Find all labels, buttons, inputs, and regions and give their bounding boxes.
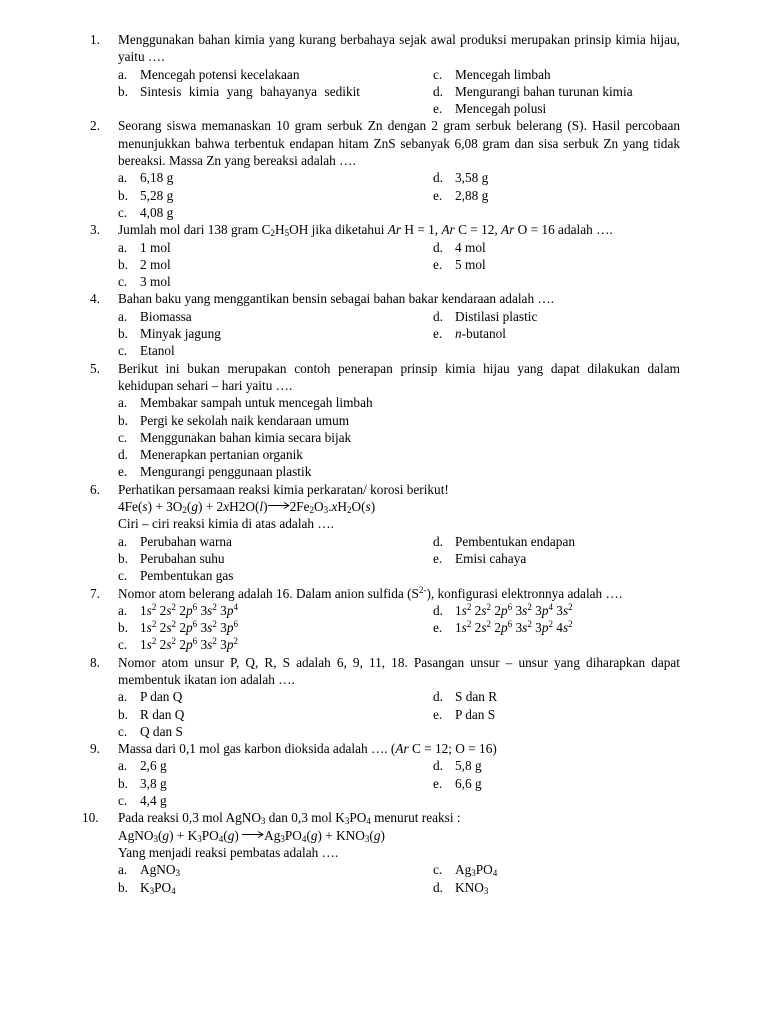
option-text: S dan R bbox=[455, 689, 498, 705]
option-text: 3,8 g bbox=[140, 775, 167, 791]
option-letter: c. bbox=[118, 343, 128, 359]
option-letter: e. bbox=[433, 326, 443, 342]
option-letter: d. bbox=[433, 83, 443, 99]
option-letter: e. bbox=[433, 256, 443, 272]
question-number: 7. bbox=[90, 585, 100, 601]
option-letter: d. bbox=[433, 170, 443, 186]
option-e[interactable] bbox=[433, 187, 680, 204]
option-b[interactable] bbox=[118, 83, 433, 118]
question-text: Bahan baku yang menggantikan bensin sebagai bahan bakar kendaraan adalah …. bbox=[118, 291, 555, 307]
question-10 bbox=[82, 809, 680, 896]
options bbox=[118, 394, 680, 480]
question-number: 10. bbox=[82, 810, 99, 826]
question-text: Pada reaksi 0,3 mol AgNO$_3$ dan 0,3 mol $K_3PO_4$ menurut reaksi : bbox=[118, 810, 461, 827]
option-text: Sintesis kimia yang bahayanya sedikit bbox=[140, 83, 360, 99]
chemical-formula: $K_3PO_4$ bbox=[140, 879, 176, 896]
option-letter: e. bbox=[118, 464, 128, 480]
question-subtext: Yang menjadi reaksi pembatas adalah …. bbox=[118, 844, 339, 860]
option-text: 3,58 g bbox=[455, 170, 489, 186]
option-d[interactable] bbox=[433, 533, 680, 550]
option-letter: e. bbox=[433, 550, 443, 566]
question-2 bbox=[90, 117, 680, 221]
option-a[interactable] bbox=[118, 861, 433, 878]
question-text: Nomor atom unsur P, Q, R, S adalah 6, 9, 11, 18. Pasangan unsur – unsur yang diharapkan dapat membentuk ikatan ion adalah …. bbox=[118, 654, 680, 687]
option-c[interactable] bbox=[118, 273, 680, 290]
option-e[interactable] bbox=[433, 706, 680, 723]
option-text: 4 mol bbox=[455, 239, 486, 255]
option-letter: d. bbox=[433, 308, 443, 324]
option-a[interactable] bbox=[118, 394, 680, 411]
option-text: 4,08 g bbox=[140, 204, 174, 220]
option-letter: a. bbox=[118, 602, 128, 618]
option-letter: c. bbox=[433, 862, 443, 878]
option-text-italic: n bbox=[455, 326, 462, 342]
option-letter: c. bbox=[118, 204, 128, 220]
option-letter: d. bbox=[433, 602, 443, 618]
option-letter: e. bbox=[433, 101, 443, 117]
option-text: Distilasi plastic bbox=[455, 308, 538, 324]
option-letter: d. bbox=[433, 239, 443, 255]
option-text: Pergi ke sekolah naik kendaraan umum bbox=[140, 412, 350, 428]
option-d[interactable] bbox=[433, 879, 680, 896]
option-letter: b. bbox=[118, 412, 128, 428]
option-c[interactable] bbox=[433, 861, 680, 878]
option-e[interactable] bbox=[433, 325, 680, 342]
option-text: 2,88 g bbox=[455, 187, 489, 203]
option-a[interactable] bbox=[118, 169, 433, 186]
option-b[interactable] bbox=[118, 550, 433, 567]
option-letter: a. bbox=[118, 170, 128, 186]
option-letter: a. bbox=[118, 308, 128, 324]
option-c[interactable] bbox=[118, 342, 680, 359]
option-text: 5 mol bbox=[455, 256, 486, 272]
option-a[interactable] bbox=[118, 66, 433, 83]
question-number: 8. bbox=[90, 654, 100, 670]
options bbox=[118, 688, 680, 740]
question-text: Perhatikan persamaan reaksi kimia perkaratan/ korosi berikut! bbox=[118, 481, 449, 497]
option-text: Minyak jagung bbox=[140, 326, 221, 342]
option-c[interactable] bbox=[433, 66, 680, 83]
reaction-arrow-icon bbox=[268, 501, 290, 510]
options bbox=[118, 602, 680, 654]
question-5 bbox=[90, 360, 680, 481]
option-e[interactable] bbox=[433, 775, 680, 792]
reaction-arrow-icon bbox=[242, 830, 264, 839]
option-a[interactable] bbox=[118, 602, 433, 619]
question-number: 4. bbox=[90, 291, 100, 307]
chemical-formula: $Ag_3PO_4$ bbox=[455, 862, 498, 879]
option-d[interactable] bbox=[433, 602, 680, 619]
option-letter: a. bbox=[118, 239, 128, 255]
option-c[interactable] bbox=[118, 636, 680, 653]
option-text: Etanol bbox=[140, 343, 175, 359]
option-d[interactable] bbox=[433, 757, 680, 774]
option-letter: a. bbox=[118, 533, 128, 549]
question-number: 3. bbox=[90, 222, 100, 238]
option-letter: b. bbox=[118, 256, 128, 272]
reaction-equation: $4Fe(s) + 3O_2(g) + 2xH2O(l)$ $2Fe_2O_3.xH_2O(s)$ bbox=[118, 499, 376, 516]
option-c[interactable] bbox=[118, 723, 680, 740]
option-text: Menerapkan pertanian organik bbox=[140, 447, 303, 463]
option-b[interactable] bbox=[118, 706, 433, 723]
option-letter: b. bbox=[118, 187, 128, 203]
option-text: 6,18 g bbox=[140, 170, 174, 186]
option-letter: b. bbox=[118, 879, 128, 895]
option-letter: b. bbox=[118, 326, 128, 342]
option-letter: c. bbox=[118, 568, 128, 584]
option-text: Biomassa bbox=[140, 308, 192, 324]
option-letter: a. bbox=[118, 66, 128, 82]
question-1 bbox=[90, 31, 680, 117]
options bbox=[118, 757, 680, 809]
option-b[interactable] bbox=[118, 412, 680, 429]
options bbox=[118, 533, 680, 585]
option-text: Emisi cahaya bbox=[455, 550, 527, 566]
option-text: Mencegah limbah bbox=[455, 66, 551, 82]
option-text: Mencegah potensi kecelakaan bbox=[140, 66, 300, 82]
chemical-formula: AgNO$_3$ bbox=[140, 862, 180, 879]
option-letter: c. bbox=[118, 723, 128, 739]
option-c[interactable] bbox=[118, 204, 680, 221]
options bbox=[118, 308, 680, 360]
electron-configuration: $1s^2$ $2s^2$ $2p^6$ $3s^2$ $3p^2$ $4s^2$ bbox=[455, 619, 573, 636]
question-number: 5. bbox=[90, 360, 100, 376]
option-letter: b. bbox=[118, 550, 128, 566]
option-letter: e. bbox=[433, 620, 443, 636]
option-a[interactable] bbox=[118, 757, 433, 774]
question-4 bbox=[90, 290, 680, 359]
question-text: Massa dari 0,1 mol gas karbon dioksida adalah …. (Ar C = 12; O = 16) bbox=[118, 741, 497, 757]
option-text: 5,8 g bbox=[455, 758, 482, 774]
option-a[interactable] bbox=[118, 688, 433, 705]
option-c[interactable] bbox=[118, 567, 680, 584]
options bbox=[118, 169, 680, 221]
option-c[interactable] bbox=[118, 792, 680, 809]
options bbox=[118, 66, 680, 118]
option-b[interactable] bbox=[118, 256, 433, 273]
option-letter: e. bbox=[433, 706, 443, 722]
option-letter: b. bbox=[118, 706, 128, 722]
option-d[interactable] bbox=[433, 83, 680, 100]
question-text: Jumlah mol dari 138 gram $C_2H_5OH$ jika diketahui Ar H = 1, Ar C = 12, Ar O = 16 adalah …. bbox=[118, 222, 613, 239]
option-text: Membakar sampah untuk mencegah limbah bbox=[140, 395, 373, 411]
option-text: Perubahan warna bbox=[140, 533, 232, 549]
option-e[interactable] bbox=[433, 256, 680, 273]
option-d[interactable] bbox=[118, 446, 680, 463]
option-letter: e. bbox=[433, 775, 443, 791]
question-9 bbox=[90, 740, 680, 809]
option-text: Pembentukan gas bbox=[140, 568, 234, 584]
option-c[interactable] bbox=[118, 429, 680, 446]
option-b[interactable] bbox=[118, 619, 433, 636]
electron-configuration: $1s^2$ $2s^2$ $2p^6$ $3s^2$ $3p^6$ bbox=[140, 619, 238, 636]
option-text: Q dan S bbox=[140, 723, 183, 739]
option-text: Perubahan suhu bbox=[140, 550, 225, 566]
option-b[interactable] bbox=[118, 187, 433, 204]
question-7 bbox=[90, 585, 680, 654]
question-number: 9. bbox=[90, 741, 100, 757]
option-text: 6,6 g bbox=[455, 775, 482, 791]
option-text: Mengurangi bahan turunan kimia bbox=[455, 83, 633, 99]
question-3 bbox=[90, 221, 680, 290]
option-a[interactable] bbox=[118, 239, 433, 256]
question-text: Seorang siswa memanaskan 10 gram serbuk Zn dengan 2 gram serbuk belerang (S). Hasil percobaan menunjukkan bahwa terbentuk endapan hitam ZnS sebanyak 6,08 gram dan sisa serbuk Zn yang tidak bereaksi. Massa Zn yang bereaksi adalah …. bbox=[118, 118, 680, 169]
options bbox=[118, 861, 680, 896]
option-b[interactable] bbox=[118, 325, 433, 342]
option-letter: d. bbox=[433, 758, 443, 774]
question-number: 6. bbox=[90, 481, 100, 497]
option-letter: c. bbox=[118, 793, 128, 809]
option-text: Menggunakan bahan kimia secara bijak bbox=[140, 429, 352, 445]
option-letter: c. bbox=[118, 274, 128, 290]
electron-configuration: $1s^2$ $2s^2$ $2p^6$ $3s^2$ $3p^2$ bbox=[140, 636, 238, 653]
reaction-equation: AgNO$_3$(g) + $K_3PO_4(g) Ag_3PO_4(g) + KNO_3(g)$ bbox=[118, 827, 385, 844]
electron-configuration: $1s^2$ $2s^2$ $2p^6$ $3s^2$ $3p^4$ bbox=[140, 601, 238, 618]
option-d[interactable] bbox=[433, 688, 680, 705]
option-b[interactable] bbox=[118, 775, 433, 792]
option-text: 4,4 g bbox=[140, 793, 167, 809]
option-e[interactable] bbox=[433, 100, 680, 117]
option-text: 3 mol bbox=[140, 274, 171, 290]
question-number: 1. bbox=[90, 32, 100, 47]
option-letter: a. bbox=[118, 689, 128, 705]
options bbox=[118, 239, 680, 291]
option-letter: d. bbox=[433, 879, 443, 895]
option-letter: d. bbox=[433, 533, 443, 549]
option-letter: d. bbox=[433, 689, 443, 705]
question-8 bbox=[90, 654, 680, 740]
option-text: 5,28 g bbox=[140, 187, 174, 203]
question-subtext: Ciri – ciri reaksi kimia di atas adalah …. bbox=[118, 516, 335, 532]
option-letter: a. bbox=[118, 395, 128, 411]
question-text: Menggunakan bahan kimia yang kurang berbahaya sejak awal produksi merupakan prinsip kimia hijau, yaitu …. bbox=[118, 32, 680, 65]
option-letter: c. bbox=[118, 637, 128, 653]
option-letter: c. bbox=[433, 66, 443, 82]
option-text: R dan Q bbox=[140, 706, 185, 722]
option-text: Mencegah polusi bbox=[455, 101, 547, 117]
option-e[interactable] bbox=[433, 619, 680, 636]
electron-configuration: $1s^2$ $2s^2$ $2p^6$ $3s^2$ $3p^4$ $3s^2$ bbox=[455, 601, 573, 618]
chemical-formula: $KNO_3$ bbox=[455, 879, 489, 896]
option-letter: b. bbox=[118, 775, 128, 791]
option-text: Mengurangi penggunaan plastik bbox=[140, 464, 312, 480]
question-text: Nomor atom belerang adalah 16. Dalam anion sulfida $(S^{2-})$, konfigurasi elektronnya adalah …. bbox=[118, 584, 623, 601]
option-e[interactable] bbox=[433, 550, 680, 567]
option-a[interactable] bbox=[118, 533, 433, 550]
option-d[interactable] bbox=[433, 239, 680, 256]
question-text: Berikut ini bukan merupakan contoh penerapan prinsip kimia hijau yang dapat dilakukan dalam kehidupan sehari – hari yaitu …. bbox=[118, 360, 680, 393]
option-d[interactable] bbox=[433, 308, 680, 325]
question-sheet bbox=[82, 31, 680, 896]
option-d[interactable] bbox=[433, 169, 680, 186]
option-d-e bbox=[433, 83, 680, 118]
option-letter: e. bbox=[433, 187, 443, 203]
option-text: 2,6 g bbox=[140, 758, 167, 774]
option-text: 2 mol bbox=[140, 256, 171, 272]
option-text: -butanol bbox=[461, 326, 506, 342]
option-text: Pembentukan endapan bbox=[455, 533, 576, 549]
option-letter: b. bbox=[118, 620, 128, 636]
question-number: 2. bbox=[90, 118, 100, 134]
option-text: P dan Q bbox=[140, 689, 183, 705]
option-text: P dan S bbox=[455, 706, 496, 722]
option-letter: a. bbox=[118, 862, 128, 878]
option-letter: c. bbox=[118, 429, 128, 445]
option-a[interactable] bbox=[118, 308, 433, 325]
question-6 bbox=[90, 481, 680, 585]
option-b[interactable] bbox=[118, 879, 433, 896]
option-letter: b. bbox=[118, 83, 128, 99]
option-letter: a. bbox=[118, 758, 128, 774]
option-letter: d. bbox=[118, 447, 128, 463]
option-e[interactable] bbox=[118, 463, 680, 480]
option-text: 1 mol bbox=[140, 239, 171, 255]
